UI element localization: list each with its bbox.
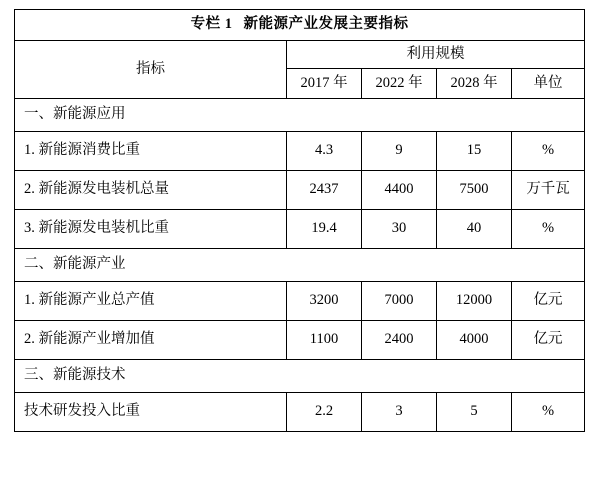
row-label: 2. 新能源发电装机总量 xyxy=(15,171,287,210)
row-value-2022: 30 xyxy=(362,210,437,249)
table-row xyxy=(15,171,585,210)
row-value-2022: 4400 xyxy=(362,171,437,210)
row-value-2017: 3200 xyxy=(287,282,362,321)
table-title-text: 新能源产业发展主要指标 xyxy=(243,16,409,33)
category-label: 三、新能源技术 xyxy=(15,360,585,393)
header-year-2022: 2022 年 xyxy=(362,69,437,99)
row-value-2022: 2400 xyxy=(362,321,437,360)
table-title xyxy=(15,10,585,41)
row-unit: % xyxy=(512,393,585,432)
row-value-2028: 4000 xyxy=(437,321,512,360)
row-value-2022: 3 xyxy=(362,393,437,432)
row-unit: % xyxy=(512,132,585,171)
table-row xyxy=(15,210,585,249)
indicators-table xyxy=(14,9,585,432)
header-scale-group: 利用规模 xyxy=(287,41,585,69)
category-label: 一、新能源应用 xyxy=(15,99,585,132)
row-value-2022: 7000 xyxy=(362,282,437,321)
row-value-2017: 4.3 xyxy=(287,132,362,171)
table-row xyxy=(15,132,585,171)
row-label: 技术研发投入比重 xyxy=(15,393,287,432)
header-unit: 单位 xyxy=(512,69,585,99)
row-value-2028: 15 xyxy=(437,132,512,171)
table-row xyxy=(15,249,585,282)
table-row xyxy=(15,99,585,132)
row-value-2017: 2437 xyxy=(287,171,362,210)
header-year-2017: 2017 年 xyxy=(287,69,362,99)
row-value-2022: 9 xyxy=(362,132,437,171)
document-page xyxy=(0,9,603,480)
row-label: 1. 新能源消费比重 xyxy=(15,132,287,171)
row-label: 1. 新能源产业总产值 xyxy=(15,282,287,321)
row-unit: % xyxy=(512,210,585,249)
table-header-row-1 xyxy=(15,41,585,69)
row-value-2028: 40 xyxy=(437,210,512,249)
table-row xyxy=(15,393,585,432)
row-unit: 万千瓦 xyxy=(512,171,585,210)
table-title-row xyxy=(15,10,585,41)
table-row xyxy=(15,321,585,360)
row-value-2017: 1100 xyxy=(287,321,362,360)
row-value-2017: 2.2 xyxy=(287,393,362,432)
header-indicator: 指标 xyxy=(15,41,287,99)
table-row xyxy=(15,282,585,321)
table-row xyxy=(15,360,585,393)
row-unit: 亿元 xyxy=(512,282,585,321)
header-year-2028: 2028 年 xyxy=(437,69,512,99)
category-label: 二、新能源产业 xyxy=(15,249,585,282)
row-value-2028: 12000 xyxy=(437,282,512,321)
row-value-2017: 19.4 xyxy=(287,210,362,249)
row-label: 2. 新能源产业增加值 xyxy=(15,321,287,360)
row-value-2028: 5 xyxy=(437,393,512,432)
row-unit: 亿元 xyxy=(512,321,585,360)
table-title-number: 专栏 1 xyxy=(190,16,233,33)
row-value-2028: 7500 xyxy=(437,171,512,210)
row-label: 3. 新能源发电装机比重 xyxy=(15,210,287,249)
